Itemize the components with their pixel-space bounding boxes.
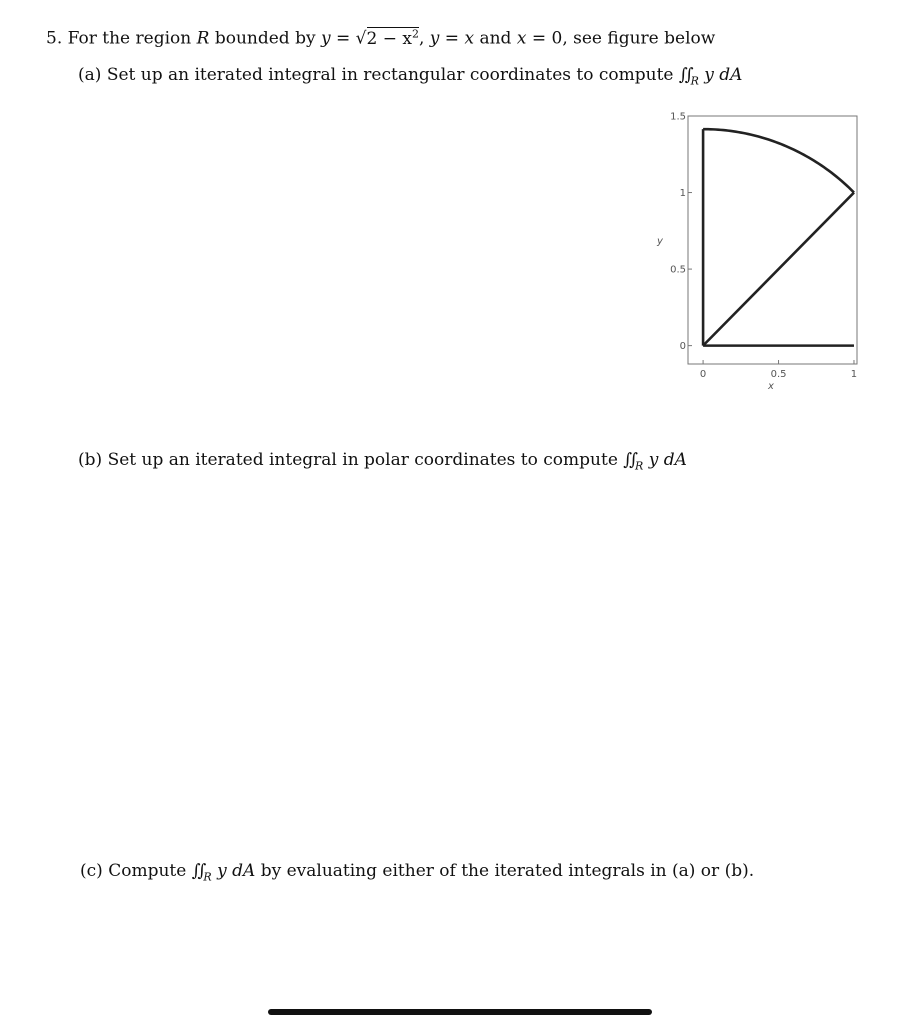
equals-sign: = bbox=[531, 28, 547, 49]
bounded-by-text: bounded by bbox=[214, 28, 316, 49]
line-lhs: y bbox=[429, 28, 440, 49]
problem-tail: , see figure below bbox=[562, 28, 716, 49]
y-tick-label: 0.5 bbox=[670, 264, 686, 276]
part-c-text-after: by evaluating either of the iterated integrals in (a) or (b). bbox=[260, 861, 755, 881]
and-text: and bbox=[479, 28, 512, 49]
part-b-text: Set up an iterated integral in polar coordinates to compute bbox=[107, 450, 618, 470]
part-a-text: Set up an iterated integral in rectangular coordinates to compute bbox=[106, 65, 674, 85]
sqrt-body: 2 − x bbox=[366, 28, 412, 49]
sqrt-expression: $√2 - x^2$ bbox=[355, 27, 419, 49]
y-axis-label: y bbox=[657, 236, 663, 247]
equals-sign: = bbox=[336, 28, 351, 49]
problem-statement bbox=[46, 27, 715, 49]
sqrt-exponent: 2 bbox=[411, 27, 419, 40]
problem-intro: For the region bbox=[67, 28, 192, 49]
part-a-label: (a) bbox=[78, 65, 102, 85]
part-c-label: (c) bbox=[80, 861, 103, 881]
x-axis-label: x bbox=[768, 381, 774, 392]
part-a-integral: $\int\int_R$ y dA bbox=[678, 65, 743, 88]
part-c bbox=[80, 861, 754, 883]
part-a bbox=[78, 65, 742, 87]
part-c-integral: $\int\int_R$ y dA bbox=[191, 861, 256, 884]
region-figure bbox=[650, 110, 870, 400]
plot-frame bbox=[688, 116, 857, 364]
x-tick-label: 0.5 bbox=[770, 369, 787, 380]
part-c-text-before: Compute bbox=[108, 861, 187, 881]
region-symbol: R bbox=[196, 28, 210, 49]
y-tick-label: 1 bbox=[679, 188, 686, 200]
part-b bbox=[78, 450, 687, 472]
x-tick-label: 0 bbox=[699, 369, 707, 380]
curve-lhs: y bbox=[320, 28, 331, 49]
comma: , bbox=[418, 28, 425, 49]
equals-sign: = bbox=[444, 28, 460, 49]
axis-lhs: x bbox=[516, 28, 527, 49]
boundary-y-equals-x bbox=[703, 193, 854, 346]
home-indicator[interactable] bbox=[268, 1009, 652, 1015]
part-b-integral: $\int\int_R$ y dA bbox=[623, 450, 687, 473]
problem-number: 5. bbox=[46, 28, 63, 49]
axis-rhs: 0 bbox=[551, 28, 563, 49]
part-b-label: (b) bbox=[78, 450, 103, 470]
x-tick-label: 1 bbox=[850, 369, 858, 380]
y-tick-label: 0 bbox=[679, 341, 686, 353]
line-rhs: x bbox=[464, 28, 475, 49]
y-tick-label: 1.5 bbox=[670, 111, 686, 123]
boundary-circle-arc bbox=[703, 129, 854, 192]
